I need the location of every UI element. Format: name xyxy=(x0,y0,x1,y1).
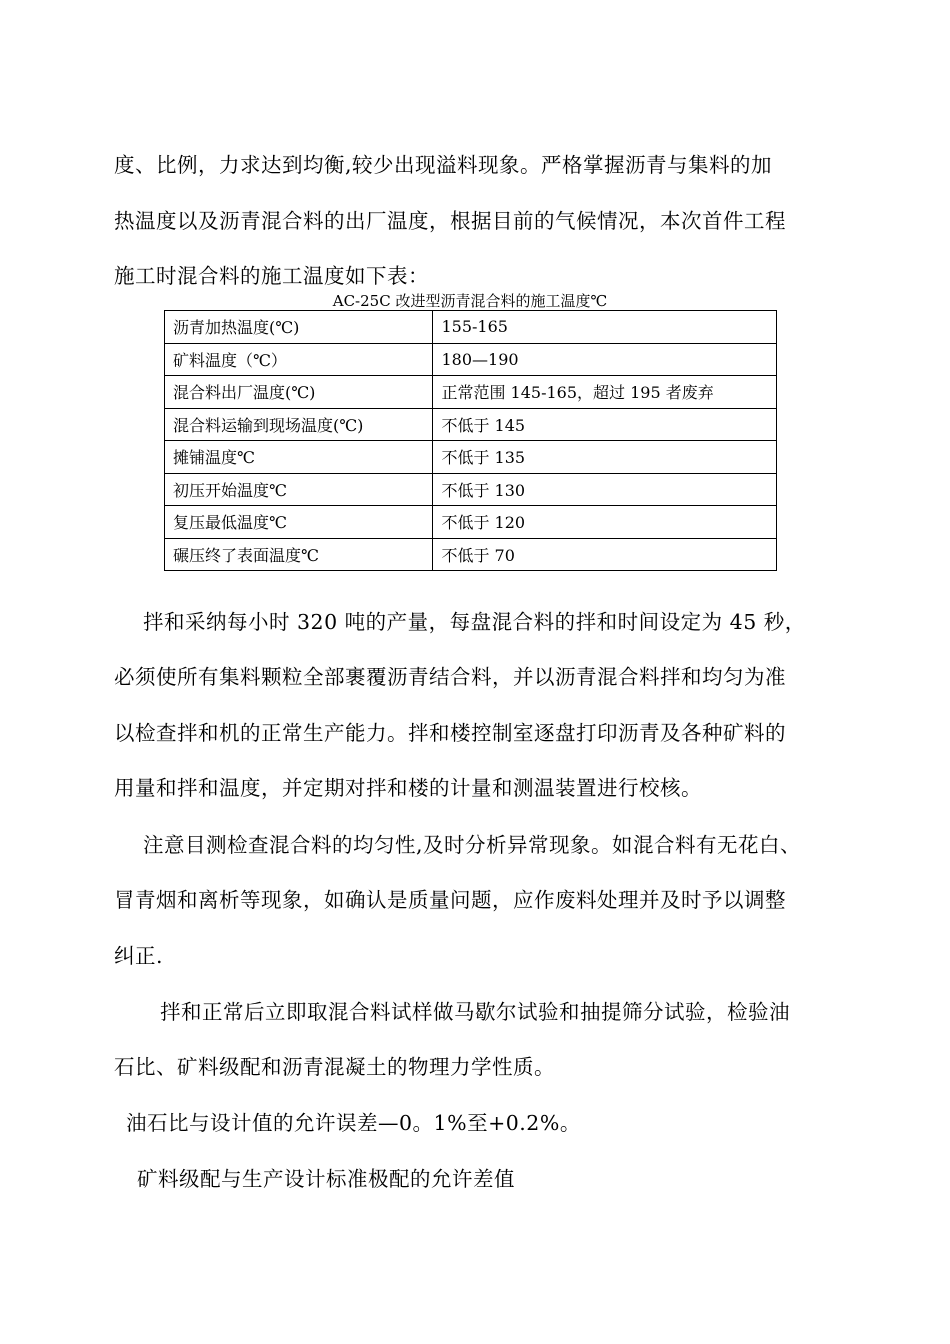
mixing-line-2: 必须使所有集料颗粒全部裹覆沥青结合料，并以沥青混合料拌和均匀为准 xyxy=(114,665,786,689)
table-cell-value: 155-165 xyxy=(433,311,777,344)
inspect-line-2: 冒青烟和离析等现象，如确认是质量问题，应作废料处理并及时予以调整 xyxy=(114,888,786,912)
table-caption: AC-25C 改进型沥青混合料的施工温度℃ xyxy=(332,292,608,310)
table-cell-item: 摊铺温度℃ xyxy=(165,441,433,474)
table-cell-value: 不低于 70 xyxy=(433,538,777,571)
table-row xyxy=(165,538,777,571)
mixing-line-4: 用量和拌和温度，并定期对拌和楼的计量和测温装置进行校核。 xyxy=(114,776,702,800)
table-cell-value: 不低于 135 xyxy=(433,441,777,474)
table-cell-item: 沥青加热温度(℃) xyxy=(165,311,433,344)
table-row xyxy=(165,376,777,409)
table-row xyxy=(165,408,777,441)
table-cell-item: 混合料运输到现场温度(℃) xyxy=(165,408,433,441)
mixing-line-1: 拌和采纳每小时 320 吨的产量，每盘混合料的拌和时间设定为 45 秒， xyxy=(143,610,806,634)
table-cell-item: 初压开始温度℃ xyxy=(165,473,433,506)
table-cell-item: 碾压终了表面温度℃ xyxy=(165,538,433,571)
intro-line-2: 热温度以及沥青混合料的出厂温度，根据目前的气候情况，本次首件工程 xyxy=(114,209,786,233)
table-row xyxy=(165,506,777,539)
table-cell-value: 不低于 120 xyxy=(433,506,777,539)
table-cell-value: 不低于 145 xyxy=(433,408,777,441)
table-row xyxy=(165,311,777,344)
inspect-line-3: 纠正. xyxy=(114,944,164,968)
mixing-line-3: 以检查拌和机的正常生产能力。拌和楼控制室逐盘打印沥青及各种矿料的 xyxy=(114,721,786,745)
table-cell-item: 矿料温度（℃） xyxy=(165,343,433,376)
table-cell-item: 复压最低温度℃ xyxy=(165,506,433,539)
intro-line-1: 度、比例，力求达到均衡,较少出现溢料现象。严格掌握沥青与集料的加 xyxy=(114,153,773,177)
table-row xyxy=(165,343,777,376)
test-line-2: 石比、矿料级配和沥青混凝土的物理力学性质。 xyxy=(114,1055,555,1079)
gradation-line: 矿料级配与生产设计标准极配的允许差值 xyxy=(137,1167,515,1191)
table-row xyxy=(165,473,777,506)
inspect-line-1: 注意目测检查混合料的均匀性,及时分析异常现象。如混合料有无花白、 xyxy=(143,833,802,857)
table-cell-item: 混合料出厂温度(℃) xyxy=(165,376,433,409)
oil-ratio-line: 油石比与设计值的允许误差—0。1%至+0.2%。 xyxy=(126,1111,581,1135)
table-cell-value: 正常范围 145-165，超过 195 者废弃 xyxy=(433,376,777,409)
table-row xyxy=(165,441,777,474)
test-line-1: 拌和正常后立即取混合料试样做马歇尔试验和抽提筛分试验，检验油 xyxy=(160,1000,790,1024)
table-cell-value: 不低于 130 xyxy=(433,473,777,506)
temperature-table xyxy=(164,310,777,571)
table-cell-value: 180—190 xyxy=(433,343,777,376)
intro-line-3: 施工时混合料的施工温度如下表： xyxy=(114,264,429,288)
